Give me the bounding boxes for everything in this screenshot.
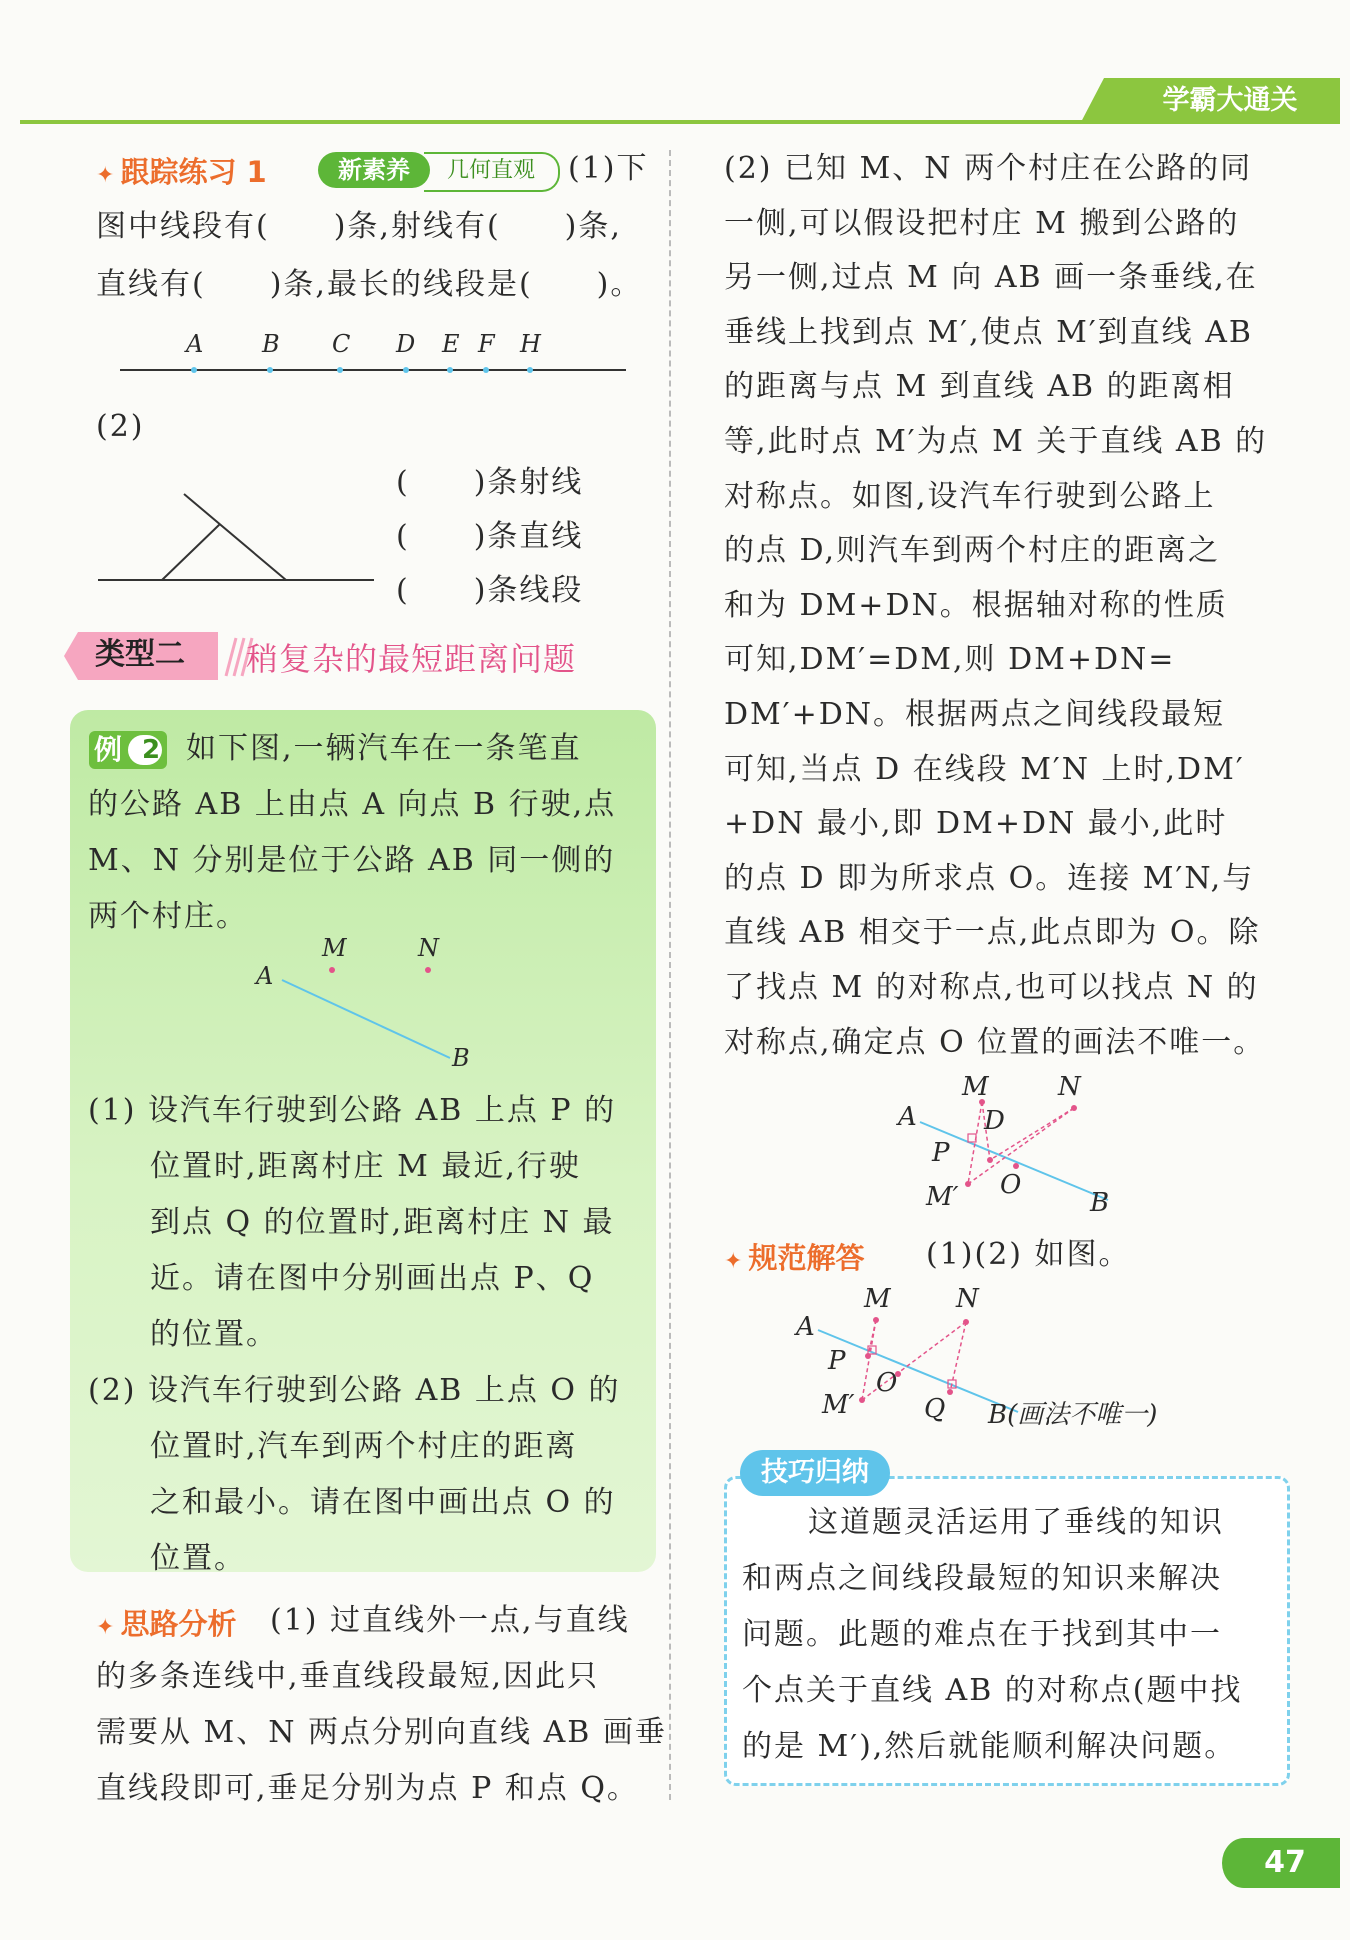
fig1-label-a: A [898, 1102, 917, 1132]
tips-line-3: 问题。此题的难点在于找到其中一 [742, 1617, 1222, 1652]
fig1-label-d: D [984, 1106, 1005, 1136]
example-label-b: B [452, 1044, 470, 1072]
q1-line-1: (1) 设汽车行驶到公路 AB 上点 P 的 [88, 1093, 617, 1128]
point-label-a: A [186, 330, 204, 358]
analysis-line-3: 需要从 M、N 两点分别向直线 AB 画垂 [96, 1715, 667, 1750]
right-line-6: 等,此时点 M′为点 M 关于直线 AB 的 [724, 424, 1268, 459]
q1-line-5: 的位置。 [150, 1317, 278, 1352]
right-line-13: +DN 最小,即 DM+DN 最小,此时 [724, 806, 1228, 842]
right-line-7: 对称点。如图,设汽车行驶到公路上 [724, 478, 1216, 514]
example-line-4: 两个村庄。 [88, 899, 248, 934]
fig1-label-b: B [1090, 1188, 1110, 1218]
practice-line-3: 直线有( )条,最长的线段是( )。 [96, 267, 643, 302]
example-badge-num: 2 [141, 735, 161, 765]
analysis-line-1: (1) 过直线外一点,与直线 [270, 1603, 630, 1638]
tips-line-5: 的是 M′),然后就能顺利解决问题。 [742, 1729, 1237, 1764]
column-divider [669, 150, 671, 1800]
new-literacy-pill: 新素养 [318, 152, 430, 188]
fig2-label-n: N [956, 1284, 979, 1314]
right-line-8: 的点 D,则汽车到两个村庄的距离之 [724, 533, 1221, 569]
fig2-label-a: A [796, 1312, 815, 1342]
right-line-5: 的距离与点 M 到直线 AB 的距离相 [724, 369, 1235, 405]
right-line-15: 直线 AB 相交于一点,此点即为 O。除 [724, 915, 1261, 951]
fig1-label-o: O [1000, 1170, 1022, 1200]
point-label-b: B [262, 330, 280, 358]
example-figure [270, 940, 470, 1080]
fig2-label-m: M [864, 1284, 891, 1314]
geometry-intuition-pill: 几何直观 [424, 152, 560, 192]
fig2-label-q: Q [924, 1394, 946, 1424]
practice-label-text: 跟踪练习 1 [120, 155, 267, 189]
example-label-m: M [322, 934, 347, 962]
fig2-label-o: O [876, 1368, 898, 1398]
part2-label: (2) [96, 409, 145, 444]
blank-rays: ( )条射线 [396, 465, 584, 500]
right-line-10: 可知,DM′=DM,则 DM+DN= [724, 642, 1176, 678]
star-icon: ✦ [96, 163, 115, 188]
practice-label [96, 150, 267, 191]
q2-line-4: 位置。 [150, 1541, 246, 1576]
fig1-label-m-prime: M′ [926, 1182, 959, 1212]
example-badge-text: 例 [94, 733, 123, 766]
tips-line-4: 个点关于直线 AB 的对称点(题中找 [742, 1673, 1243, 1708]
q2-line-2: 位置时,汽车到两个村庄的距离 [150, 1429, 578, 1464]
practice-line-1: (1)下 [568, 151, 649, 186]
fig2-label-m-prime: M′ [822, 1390, 855, 1420]
example-line-3: M、N 分别是位于公路 AB 同一侧的 [88, 843, 616, 878]
fig2-label-b-note: B(画法不唯一) [988, 1400, 1158, 1430]
point-label-f: F [478, 330, 495, 358]
point-label-h: H [520, 330, 541, 358]
analysis-label [96, 1602, 236, 1643]
tips-line-2: 和两点之间线段最短的知识来解决 [742, 1561, 1222, 1596]
type-tag: 类型二 [95, 637, 185, 672]
right-line-16: 了找点 M 的对称点,也可以找点 N 的 [724, 970, 1259, 1005]
point-label-e: E [442, 330, 460, 358]
right-line-3: 另一侧,过点 M 向 AB 画一条垂线,在 [724, 260, 1258, 296]
page-number: 47 [1264, 1845, 1306, 1880]
fig1-label-p: P [932, 1138, 950, 1168]
blank-segments: ( )条线段 [396, 573, 584, 608]
tips-line-1: 这道题灵活运用了垂线的知识 [808, 1505, 1224, 1540]
star-icon: ✦ [96, 1615, 115, 1640]
fig1-label-m: M [962, 1072, 989, 1102]
point-label-d: D [396, 330, 416, 358]
right-line-4: 垂线上找到点 M′,使点 M′到直线 AB [724, 314, 1253, 350]
q2-line-3: 之和最小。请在图中画出点 O 的 [150, 1485, 616, 1520]
answer-label [724, 1236, 864, 1277]
type-title: 稍复杂的最短距离问题 [246, 640, 577, 678]
right-line-1: (2) 已知 M、N 两个村庄在公路的同 [724, 151, 1253, 186]
header-title: 学霸大通关 [1162, 85, 1298, 116]
practice-line-2: 图中线段有( )条,射线有( )条, [96, 209, 622, 244]
answer-label-text: 规范解答 [748, 1241, 865, 1275]
analysis-line-2: 的多条连线中,垂直线段最短,因此只 [96, 1659, 600, 1694]
fig2-label-p: P [828, 1346, 846, 1376]
analysis-line-4: 直线段即可,垂足分别为点 P 和点 Q。 [96, 1771, 639, 1806]
tips-tag: 技巧归纳 [740, 1450, 890, 1496]
right-line-9: 和为 DM+DN。根据轴对称的性质 [724, 587, 1228, 623]
example-line-1: 如下图,一辆汽车在一条笔直 [186, 731, 582, 766]
practice-figure-angle [96, 486, 386, 586]
right-line-14: 的点 D 即为所求点 O。连接 M′N,与 [724, 860, 1255, 896]
right-line-2: 一侧,可以假设把村庄 M 搬到公路的 [724, 205, 1240, 241]
blank-lines: ( )条直线 [396, 519, 584, 554]
right-line-17: 对称点,确定点 O 位置的画法不唯一。 [724, 1024, 1266, 1060]
analysis-label-text: 思路分析 [120, 1607, 237, 1641]
example-label-a: A [256, 962, 274, 990]
q1-line-2: 位置时,距离村庄 M 最近,行驶 [150, 1149, 581, 1184]
star-icon: ✦ [724, 1249, 743, 1274]
example-label-n: N [418, 934, 439, 962]
q1-line-4: 近。请在图中分别画出点 P、Q [150, 1261, 595, 1296]
fig1-label-n: N [1058, 1072, 1081, 1102]
right-line-11: DM′+DN。根据两点之间线段最短 [724, 697, 1226, 732]
q1-line-3: 到点 Q 的位置时,距离村庄 N 最 [150, 1205, 615, 1240]
point-label-c: C [332, 330, 351, 358]
example-line-2: 的公路 AB 上由点 A 向点 B 行驶,点 [88, 787, 617, 822]
right-line-12: 可知,当点 D 在线段 M′N 上时,DM′ [724, 751, 1245, 787]
answer-text: (1)(2) 如图。 [926, 1237, 1131, 1272]
q2-line-1: (2) 设汽车行驶到公路 AB 上点 O 的 [88, 1373, 621, 1408]
